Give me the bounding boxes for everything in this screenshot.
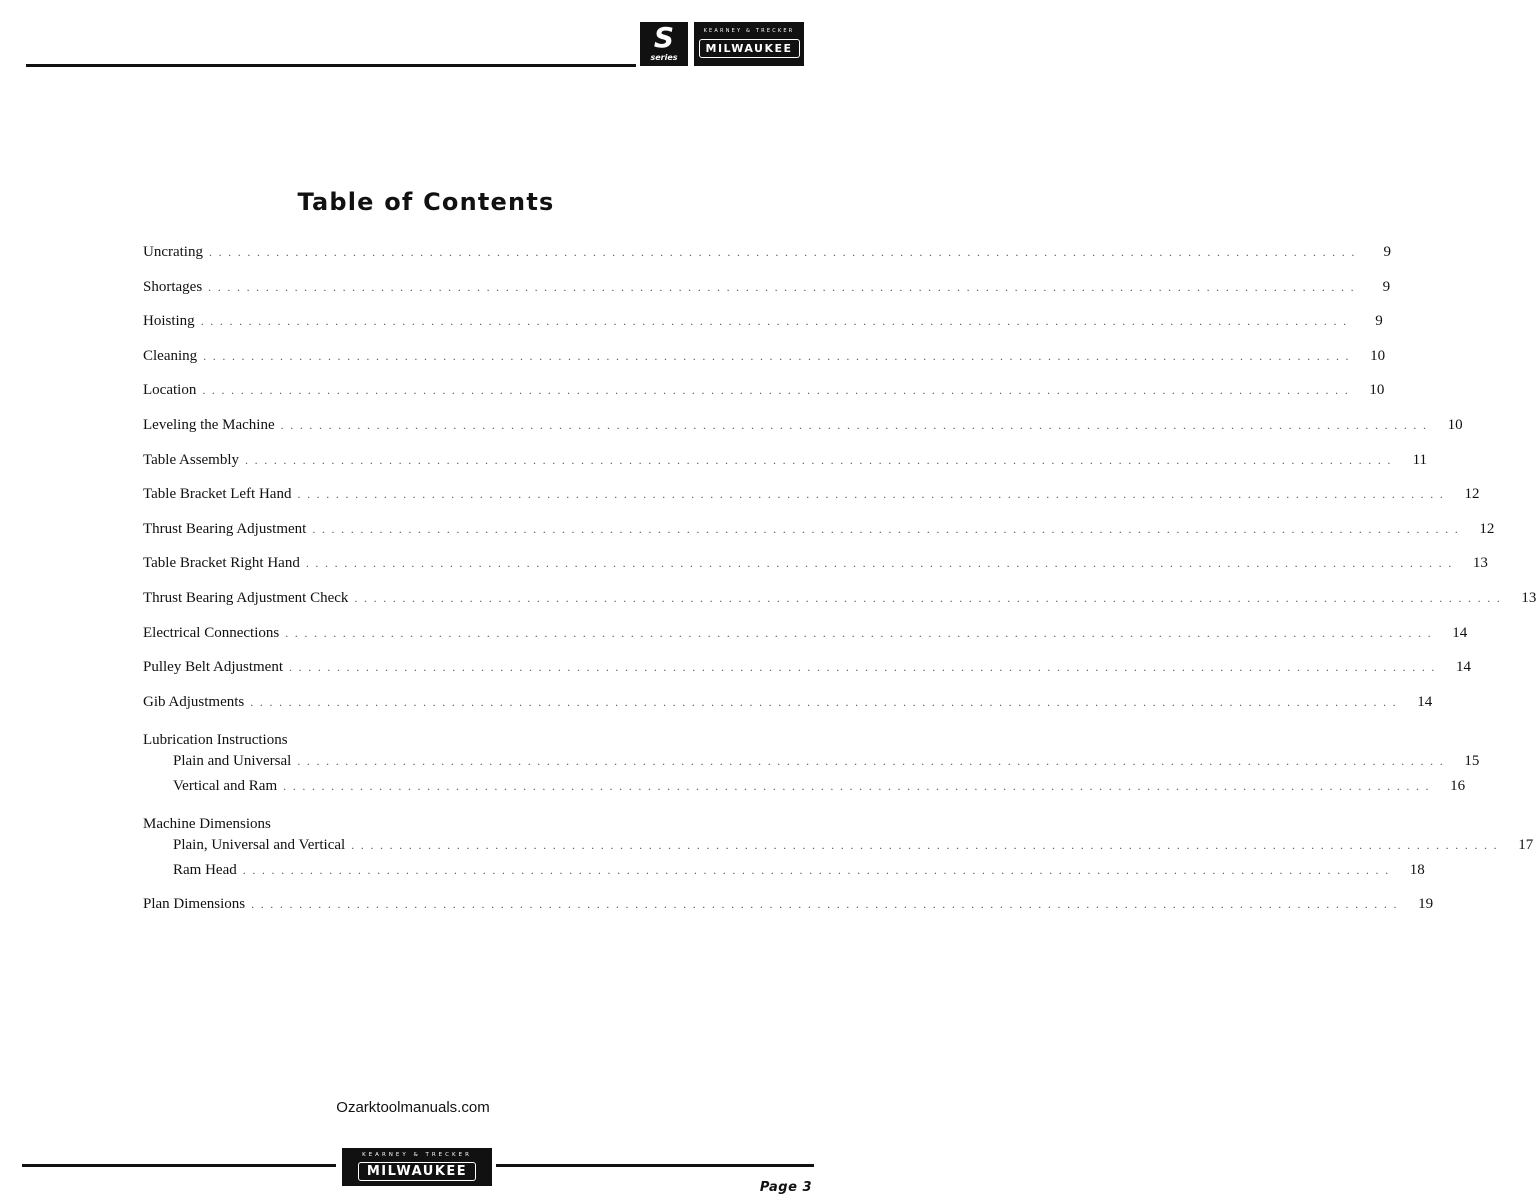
toc-leader-dots: ........................................................................................................................ xyxy=(354,590,1507,605)
toc-entry xyxy=(143,624,1468,660)
toc-entry xyxy=(143,753,1480,778)
series-badge xyxy=(640,22,688,66)
footer-rule-left xyxy=(22,1164,336,1167)
toc-entry-label: Shortages xyxy=(143,278,203,295)
series-letter: S xyxy=(653,21,675,54)
toc-entry-page: 10 xyxy=(1369,382,1385,399)
series-word: series xyxy=(650,53,678,62)
toc-leader-dots: ........................................................................................................................ xyxy=(289,660,1442,675)
toc-entry-label: Table Bracket Right Hand xyxy=(143,555,300,572)
toc-leader-dots: ........................................................................................................................ xyxy=(208,245,1361,259)
header-brand-logo xyxy=(694,22,804,66)
toc-leader-dots: ........................................................................................................................ xyxy=(280,417,1433,432)
toc-leader-dots: ........................................................................................................................ xyxy=(242,863,1395,878)
toc-entry xyxy=(143,382,1385,417)
toc-entry xyxy=(143,520,1495,556)
toc-entry xyxy=(143,347,1386,383)
toc-entry-page: 16 xyxy=(1450,778,1466,795)
toc-entry-label: Thrust Bearing Adjustment xyxy=(143,520,307,537)
toc-leader-dots: ........................................................................................................................ xyxy=(312,521,1465,536)
toc-leader-dots: ........................................................................................................................ xyxy=(245,452,1398,467)
header-brand-top: KEARNEY & TRECKER xyxy=(703,28,795,34)
toc-entry-page: 12 xyxy=(1464,486,1480,503)
toc-entry-label: Pulley Belt Adjustment xyxy=(143,659,284,676)
toc-leader-dots: ........................................................................................................................ xyxy=(297,487,1450,502)
toc-leader-dots: ........................................................................................................................ xyxy=(250,694,1403,709)
toc-group-heading: Machine Dimensions xyxy=(143,816,271,833)
toc-entry xyxy=(143,555,1488,590)
toc-entry xyxy=(143,278,1391,314)
toc-leader-dots: ........................................................................................................................ xyxy=(297,754,1450,769)
table-of-contents xyxy=(143,244,1536,931)
toc-leader-dots: ........................................................................................................................ xyxy=(351,838,1504,853)
footer-brand-logo xyxy=(342,1148,492,1186)
header-rule xyxy=(26,64,636,67)
toc-entry xyxy=(143,244,1391,279)
toc-entry-page: 12 xyxy=(1479,520,1495,537)
toc-entry xyxy=(143,416,1463,452)
toc-entry-page: 13 xyxy=(1521,589,1536,606)
toc-entry-page: 11 xyxy=(1412,451,1428,468)
header-brand-main: MILWAUKEE xyxy=(699,39,800,58)
page-title: Table of Contents xyxy=(297,188,555,216)
toc-entry-page: 18 xyxy=(1409,862,1425,879)
page-number: Page 3 xyxy=(759,1180,812,1195)
footer-brand-top: KEARNEY & TRECKER xyxy=(362,1152,472,1158)
toc-entry-page: 13 xyxy=(1472,555,1488,572)
toc-entry-label: Vertical and Ram xyxy=(173,778,278,795)
toc-entry-label: Hoisting xyxy=(143,313,195,330)
toc-entry-label: Plain, Universal and Vertical xyxy=(173,837,346,854)
toc-entry-label: Location xyxy=(143,382,197,399)
toc-entry-label: Uncrating xyxy=(143,244,203,260)
toc-entry xyxy=(143,659,1472,694)
toc-leader-dots: ........................................................................................................................ xyxy=(251,897,1404,912)
toc-entry-page: 9 xyxy=(1375,313,1383,330)
toc-entry-page: 17 xyxy=(1518,837,1534,854)
toc-entry-label: Thrust Bearing Adjustment Check xyxy=(143,589,349,606)
toc-leader-dots: ........................................................................................................................ xyxy=(203,348,1356,363)
toc-entry-page: 10 xyxy=(1447,416,1463,433)
toc-entry xyxy=(143,589,1536,625)
toc-entry xyxy=(143,862,1425,887)
toc-entry-list xyxy=(143,244,1536,728)
toc-entry-label: Gib Adjustments xyxy=(143,693,245,710)
toc-entry-page: 19 xyxy=(1418,896,1434,913)
toc-entry xyxy=(143,486,1480,521)
toc-entry-page: 14 xyxy=(1452,624,1468,641)
toc-entry-label: Table Assembly xyxy=(143,451,240,468)
toc-entry-page: 10 xyxy=(1370,347,1386,364)
toc-leader-dots: ........................................................................................................................ xyxy=(202,383,1355,398)
toc-group-heading: Lubrication Instructions xyxy=(143,732,288,749)
toc-group-machine-dimensions xyxy=(143,812,1534,887)
toc-entry-label: Table Bracket Left Hand xyxy=(143,486,292,503)
toc-leader-dots: ........................................................................................................................ xyxy=(285,625,1438,640)
toc-entry-label: Plain and Universal xyxy=(173,753,292,770)
toc-entry xyxy=(143,313,1383,348)
toc-entry-page: 9 xyxy=(1382,278,1391,295)
toc-group-lubrication xyxy=(143,728,1480,803)
site-watermark: Ozarktoolmanuals.com xyxy=(336,1099,490,1116)
toc-entry-page: 15 xyxy=(1464,753,1480,770)
toc-entry-label: Ram Head xyxy=(173,862,237,879)
toc-entry xyxy=(143,451,1428,487)
toc-leader-dots: ........................................................................................................................ xyxy=(283,779,1436,794)
toc-entry xyxy=(143,693,1433,729)
toc-entry-label: Electrical Connections xyxy=(143,624,280,641)
footer-brand-main: MILWAUKEE xyxy=(358,1162,476,1181)
toc-entry-label: Leveling the Machine xyxy=(143,416,275,433)
toc-entry-page: 14 xyxy=(1417,693,1433,710)
toc-entry-page: 9 xyxy=(1383,244,1391,260)
toc-leader-dots: ........................................................................................................................ xyxy=(208,279,1361,294)
footer-rule-right xyxy=(496,1164,814,1167)
toc-leader-dots: ........................................................................................................................ xyxy=(305,556,1458,571)
toc-leader-dots: ........................................................................................................................ xyxy=(200,314,1353,329)
toc-entry-page: 14 xyxy=(1456,659,1472,676)
toc-entry xyxy=(143,778,1466,803)
toc-entry xyxy=(143,837,1534,862)
toc-entry-label: Cleaning xyxy=(143,347,198,364)
toc-entry-plan-dimensions xyxy=(143,896,1434,931)
toc-entry-label: Plan Dimensions xyxy=(143,896,246,913)
